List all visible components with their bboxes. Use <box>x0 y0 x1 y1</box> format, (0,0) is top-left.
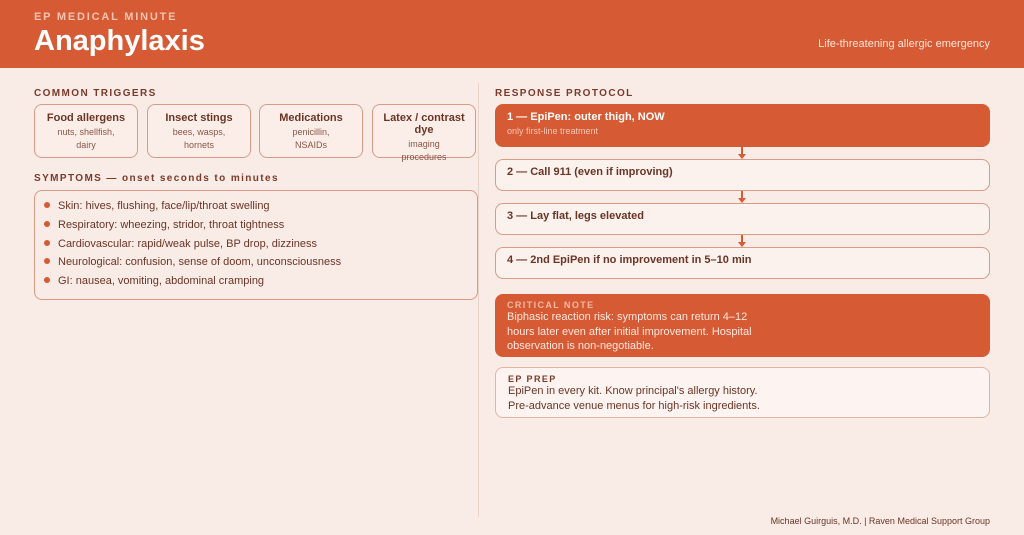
trigger-card <box>372 104 476 162</box>
trigger-card <box>147 104 251 158</box>
symptoms-list <box>34 190 478 300</box>
trigger-title: Latex / contrast dye <box>383 112 465 136</box>
bullet-icon <box>44 202 50 208</box>
protocol-step-4 <box>495 247 990 279</box>
arrow-down-icon <box>741 191 743 200</box>
trigger-detail: hornets <box>183 140 215 150</box>
trigger-detail: imaging <box>408 139 440 149</box>
list-item <box>44 274 477 293</box>
list-item <box>44 255 477 274</box>
trigger-card <box>259 104 363 158</box>
trigger-detail: nuts, shellfish, <box>57 127 115 137</box>
critical-note-body: Biphasic reaction risk: symptoms can return 4–12 hours later even after initial improvement. Hospital observation is non-negotiable. <box>507 311 752 352</box>
symptom-text: Cardiovascular: rapid/weak pulse, BP drop, dizziness <box>58 237 318 250</box>
trigger-detail: NSAIDs <box>294 140 327 150</box>
protocol-step-2 <box>495 159 990 191</box>
step-title: 1 — EpiPen: outer thigh, NOW <box>507 111 665 123</box>
header-banner <box>0 0 1024 68</box>
bullet-icon <box>44 277 50 283</box>
trigger-card <box>34 104 138 158</box>
footer-credit: Michael Guirguis, M.D. | Raven Medical Support Group <box>770 516 990 526</box>
protocol-step-3 <box>495 203 990 235</box>
list-item <box>44 218 477 237</box>
symptom-text: Neurological: confusion, sense of doom, unconsciousness <box>58 256 342 269</box>
trigger-title: Medications <box>279 112 343 124</box>
symptom-text: Respiratory: wheezing, stridor, throat tightness <box>58 218 285 231</box>
trigger-detail: bees, wasps, <box>172 127 226 137</box>
ep-prep-line: EpiPen in every kit. Know principal's allergy history. <box>508 385 758 397</box>
bullet-icon <box>44 221 50 227</box>
symptoms-heading: SYMPTOMS — onset seconds to minutes <box>34 173 279 184</box>
trigger-title: Insect stings <box>165 112 233 124</box>
arrow-down-icon <box>741 235 743 244</box>
step-title: 2 — Call 911 (even if improving) <box>507 166 673 178</box>
step-subtitle: only first-line treatment <box>507 126 599 136</box>
protocol-heading: RESPONSE PROTOCOL <box>495 88 634 99</box>
arrow-down-icon <box>741 147 743 156</box>
ep-prep-heading: EP PREP <box>508 374 557 384</box>
list-item <box>44 199 477 218</box>
critical-note-heading: CRITICAL NOTE <box>507 300 595 310</box>
trigger-detail: penicillin, <box>292 127 330 137</box>
column-divider <box>478 83 479 517</box>
ep-prep-line: Pre-advance venue menus for high-risk ingredients. <box>508 399 760 412</box>
list-item <box>44 237 477 256</box>
page-subtitle: Life-threatening allergic emergency <box>818 38 990 50</box>
triggers-heading: COMMON TRIGGERS <box>34 88 157 99</box>
critical-note <box>495 294 990 357</box>
trigger-detail: procedures <box>401 152 447 162</box>
bullet-icon <box>44 258 50 264</box>
step-title: 3 — Lay flat, legs elevated <box>507 210 644 222</box>
bullet-icon <box>44 240 50 246</box>
ep-prep-note <box>495 367 990 418</box>
kicker: EP MEDICAL MINUTE <box>34 11 178 23</box>
symptom-text: GI: nausea, vomiting, abdominal cramping <box>58 275 265 288</box>
trigger-detail: dairy <box>76 140 96 150</box>
symptom-text: Skin: hives, flushing, face/lip/throat swelling <box>58 200 270 212</box>
protocol-step-1 <box>495 104 990 147</box>
page-title: Anaphylaxis <box>34 25 205 57</box>
step-title: 4 — 2nd EpiPen if no improvement in 5–10 min <box>507 254 752 266</box>
trigger-title: Food allergens <box>46 112 126 124</box>
